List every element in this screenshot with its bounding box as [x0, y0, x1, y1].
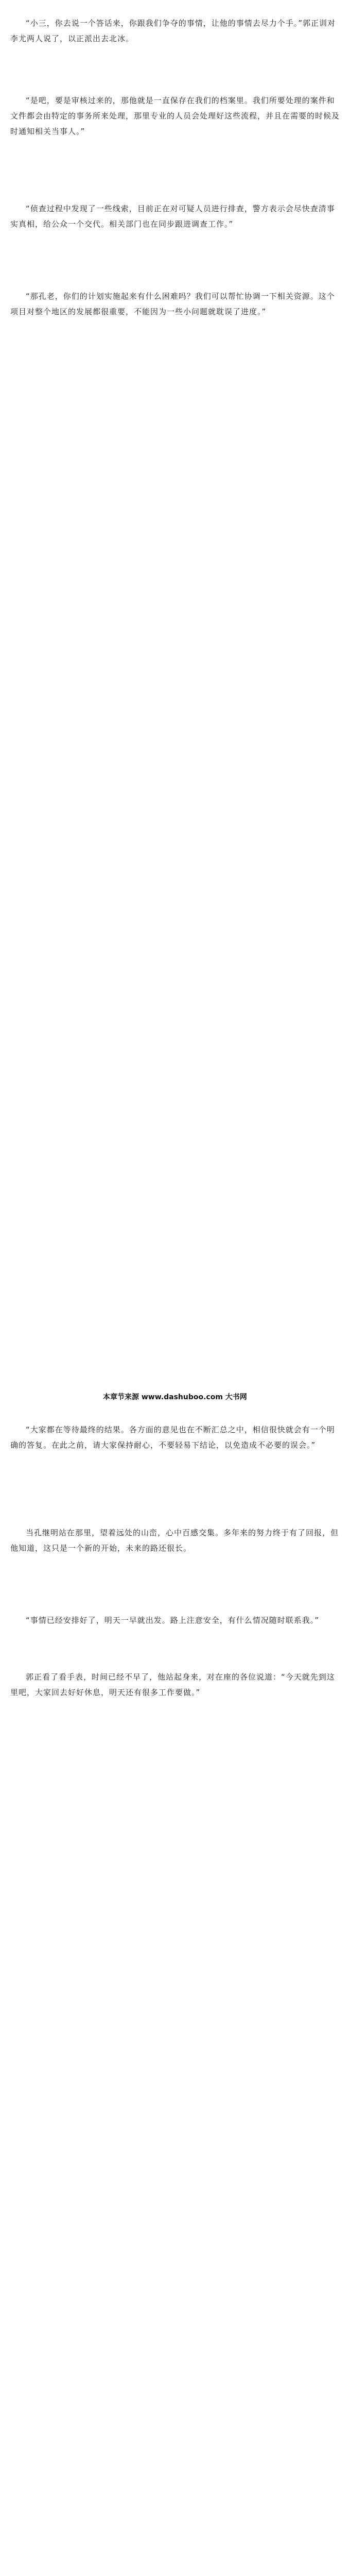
paragraph: “侦查过程中发现了一些线索，目前正在对可疑人员进行排查，警方表示会尽快查清事实真相，给公众一个交代。相关部门也在同步跟进调查工作。” [10, 204, 335, 229]
paragraph: “事情已经安排好了，明天一早就出发。路上注意安全，有什么情况随时联系我。” [26, 1616, 320, 1625]
paragraph: 郭正看了看手表，时间已经不早了，他站起身来，对在座的各位说道：“今天就先到这里吧，大家回去好好休息，明天还有很多工作要做。” [10, 1672, 335, 1697]
watermark-line [0, 1391, 350, 1403]
paragraph: “小三，你去说一个答话来，你跟我们争夺的事情，让他的事情去尽力个手。”郭正训对李尤两人说了，以正派出去北冰。 [10, 19, 336, 43]
paragraph: “那孔老，你们的计划实施起来有什么困难吗？我们可以帮忙协调一下相关资源。这个项目对整个地区的发展都很重要，不能因为一些小问题就耽误了进度。” [10, 292, 335, 316]
watermark-url[interactable]: www.dashuboo.com [141, 1393, 223, 1401]
paragraph: “是吧，要是审核过来的，那他就是一直保存在我们的档案里。我们所要处理的案件和文件都会由特定的事务所来处理，那里专业的人员会处理好这些流程，并且在需要的时候及时通知相关当事人。” [10, 96, 340, 136]
watermark-site-name: 大书网 [225, 1393, 247, 1401]
watermark-prefix: 本章节来源 [103, 1393, 139, 1401]
paragraph: “大家都在等待最终的结果。各方面的意见也在不断汇总之中，相信很快就会有一个明确的答复。在此之前，请大家保持耐心，不要轻易下结论，以免造成不必要的误会。” [10, 1425, 335, 1450]
paragraph: 当孔继明站在那里，望着远处的山峦，心中百感交集。多年来的努力终于有了回报，但他知道，这只是一个新的开始，未来的路还很长。 [10, 1528, 339, 1553]
